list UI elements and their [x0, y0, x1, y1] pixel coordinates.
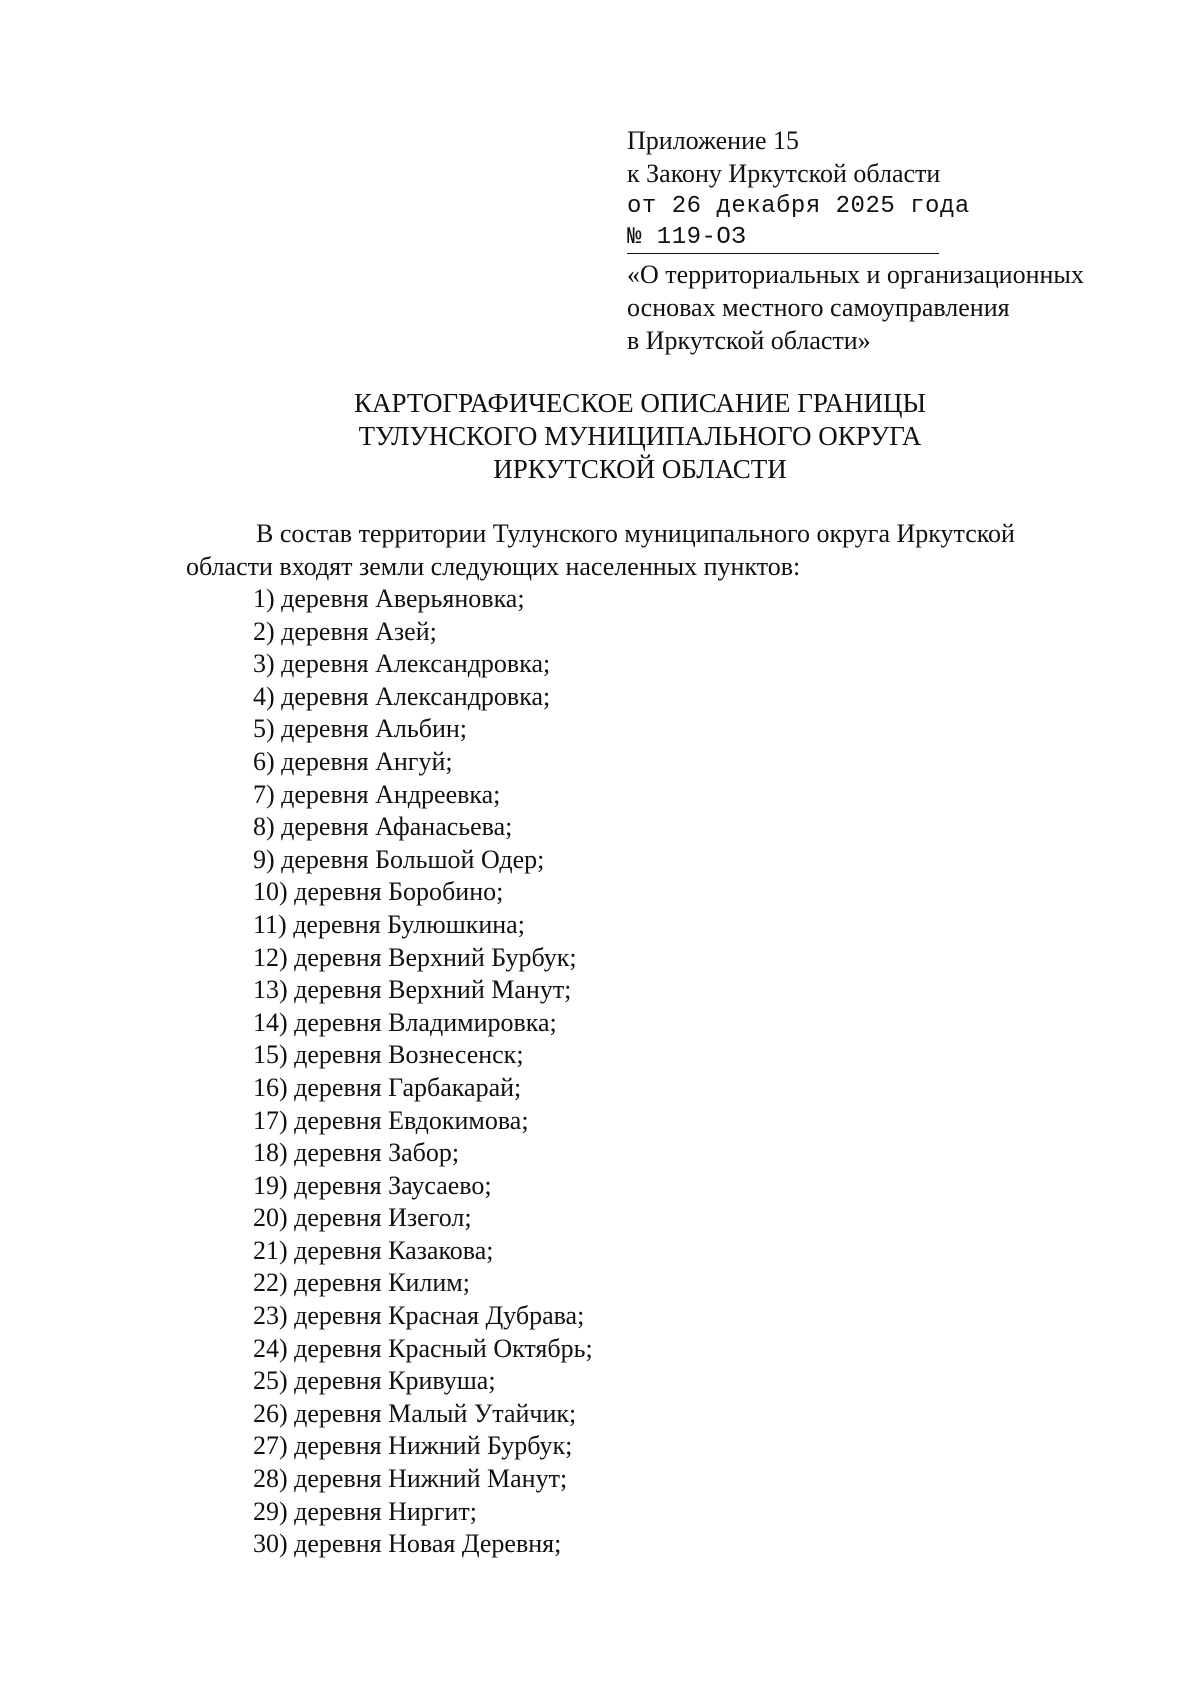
- annex-number: Приложение 15: [627, 126, 800, 155]
- list-item: 6) деревня Ангуй;: [253, 746, 453, 776]
- annex-date: от 26 декабря 2025 года: [627, 193, 970, 220]
- annex-law-title-line-1: «О территориальных и организационных: [627, 260, 1084, 289]
- list-item: 23) деревня Красная Дубрава;: [253, 1301, 585, 1331]
- document-title: [200, 387, 1080, 486]
- list-item: 13) деревня Верхний Манут;: [253, 975, 572, 1005]
- list-item: 29) деревня Ниргит;: [253, 1496, 477, 1526]
- annex-header: [627, 124, 1167, 357]
- list-item: 27) деревня Нижний Бурбук;: [253, 1431, 573, 1461]
- list-item: 16) деревня Гарбакарай;: [253, 1072, 522, 1102]
- list-item: 5) деревня Альбин;: [253, 714, 468, 744]
- list-item: 30) деревня Новая Деревня;: [253, 1529, 562, 1559]
- list-item: 15) деревня Вознесенск;: [253, 1040, 524, 1070]
- intro-line-2: области входят земли следующих населенных пунктов:: [186, 552, 801, 581]
- list-item: 12) деревня Верхний Бурбук;: [253, 942, 577, 972]
- list-item: 19) деревня Заусаево;: [253, 1170, 492, 1200]
- title-line-1: КАРТОГРАФИЧЕСКОЕ ОПИСАНИЕ ГРАНИЦЫ: [353, 388, 927, 418]
- list-item: 8) деревня Афанасьева;: [253, 812, 513, 842]
- list-item: 10) деревня Боробино;: [253, 877, 504, 907]
- settlement-list: [253, 583, 593, 1561]
- list-item: 14) деревня Владимировка;: [253, 1007, 557, 1037]
- list-item: 9) деревня Большой Одер;: [253, 844, 545, 874]
- list-item: 18) деревня Забор;: [253, 1138, 460, 1168]
- intro-paragraph: [186, 517, 1096, 583]
- list-item: 3) деревня Александровка;: [253, 649, 551, 679]
- intro-line-1: В состав территории Тулунского муниципального округа Иркутской: [256, 519, 1015, 548]
- list-item: 7) деревня Андреевка;: [253, 779, 501, 809]
- list-item: 4) деревня Александровка;: [253, 681, 551, 711]
- list-item: 17) деревня Евдокимова;: [253, 1105, 529, 1135]
- list-item: 25) деревня Кривуша;: [253, 1366, 496, 1396]
- list-item: 26) деревня Малый Утайчик;: [253, 1398, 577, 1428]
- list-item: 21) деревня Казакова;: [253, 1235, 494, 1265]
- title-line-3: ИРКУТСКОЙ ОБЛАСТИ: [493, 454, 787, 484]
- list-item: 1) деревня Аверьяновка;: [253, 584, 525, 613]
- list-item: 24) деревня Красный Октябрь;: [253, 1333, 593, 1363]
- title-line-2: ТУЛУНСКОГО МУНИЦИПАЛЬНОГО ОКРУГА: [358, 421, 922, 451]
- list-item: 20) деревня Изегол;: [253, 1203, 472, 1233]
- list-item: 2) деревня Азей;: [253, 616, 437, 646]
- annex-law-number: № 119-ОЗ: [627, 223, 939, 254]
- list-item: 22) деревня Килим;: [253, 1268, 470, 1298]
- annex-law-title-line-3: в Иркутской области»: [627, 326, 871, 355]
- annex-law-reference: к Закону Иркутской области: [627, 159, 941, 188]
- list-item: 11) деревня Булюшкина;: [253, 909, 525, 939]
- list-item: 28) деревня Нижний Манут;: [253, 1464, 568, 1494]
- annex-law-title-line-2: основах местного самоуправления: [627, 293, 1010, 322]
